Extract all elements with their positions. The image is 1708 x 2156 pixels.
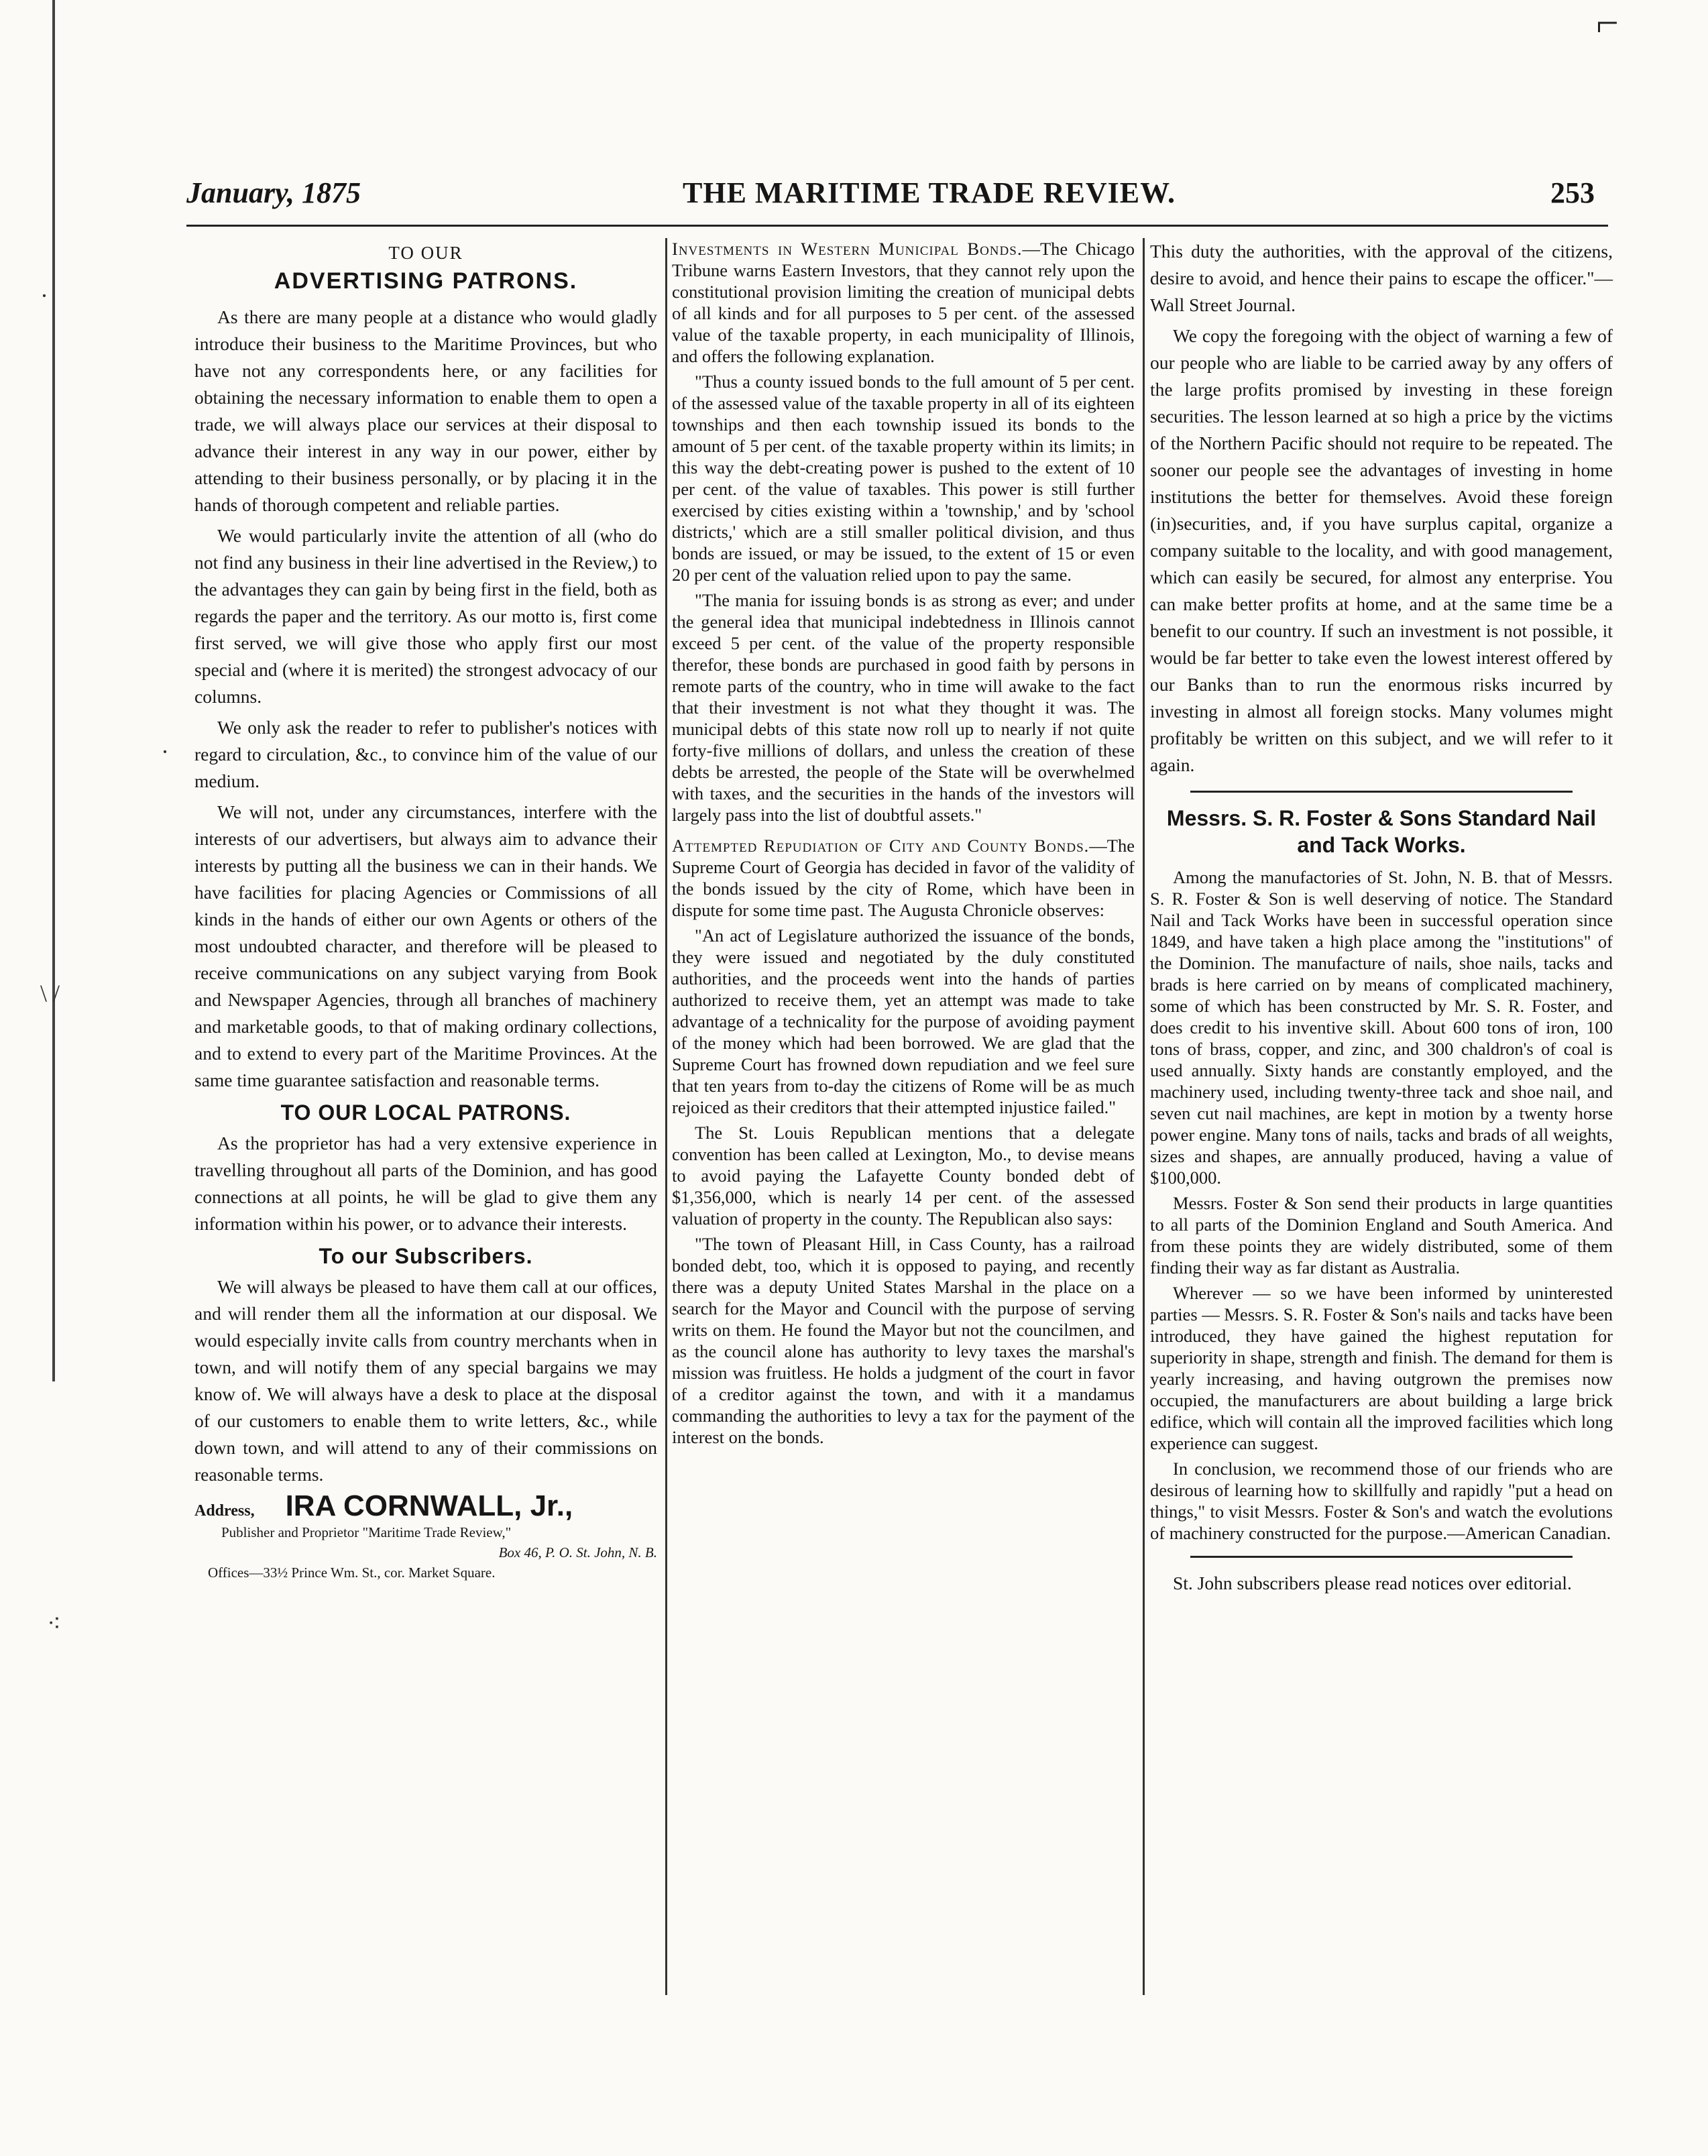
column-rule: [665, 238, 667, 1995]
margin-mark-icon: ·: [161, 738, 169, 765]
article-paragraph: As the proprietor has had a very extensive experience in travelling throughout all parts of the Dominion, and has good connections at all points, he will be glad to give them any information within his power, or to advance their interests.: [194, 1133, 657, 1234]
publication-title: THE MARITIME TRADE REVIEW.: [683, 176, 1176, 209]
article-paragraph: "Thus a county issued bonds to the full amount of 5 per cent. of the assessed value of the taxable property in all of its eighteen townships and then each township issued its bonds to the amount of 5 per cent. of the taxable property within its limits; in this way the debt-creating power is pushed to the extent of 10 per cent. of the value of taxables. This power is still further exercised by cities existing within a 'township,' and by 'school districts,' which are a still smaller political division, and thus bonds are issued, or may be issued, to the extent of 15 or even 20 per cent of the valuation relied upon to pay the same.: [672, 372, 1135, 585]
page-header: [186, 176, 1595, 223]
section-heading: TO OUR LOCAL PATRONS.: [280, 1100, 571, 1125]
section-kicker: TO OUR: [388, 243, 463, 263]
section-divider: [1190, 791, 1573, 793]
column-rule: [1143, 238, 1145, 1995]
margin-rule: [52, 0, 55, 1381]
article-paragraph: We would particularly invite the attention of all (who do not find any business in their line advertised in the Review,) to the advantages they can gain by being first in the field, both as regards the paper and the territory. As our motto is, first come first served, we will give those who apply first our most special and (where it is merited) the strongest advocacy of our columns.: [194, 525, 657, 707]
article-paragraph: Among the manufactories of St. John, N. B. that of Messrs. S. R. Foster & Son is well deserving of notice. The Standard Nail and Tack Works have been in successful operation since 1849, and have taken a high place among the "institutions" of the Dominion. The manufacture of nails, shoe nails, tacks and brads is here carried on by means of complicated machinery, some of which has been constructed by Mr. S. R. Foster, and does credit to his inventive skill. About 600 tons of iron, 100 tons of brass, copper, and zinc, and 300 chaldron's of coal is used annually. Sixty hands are constantly employed, and the machinery used, including twenty-three tack and shoe nail, and seven cut nail machines, are kept in motion by a twenty horse power engine. Many tons of nails, tacks and brads of all weights, sizes and shapes, are annually produced, having a value of $100,000.: [1150, 867, 1613, 1188]
margin-mark-icon: ·: [40, 282, 48, 309]
article-paragraph: We only ask the reader to refer to publisher's notices with regard to circulation, &c., to convince him of the value of our medium.: [194, 717, 657, 791]
issue-date: January, 1875: [186, 176, 361, 209]
corner-mark-icon: ⌐: [1596, 1, 1619, 45]
article-heading: Attempted Repudiation of City and County Bonds.: [672, 836, 1090, 856]
address-line: Box 46, P. O. St. John, N. B.: [498, 1544, 657, 1561]
article-paragraph: Messrs. Foster & Son send their products in large quantities to all parts of the Dominion England and South America. And from these points they are widely distributed, some of them finding their way as far distant as Australia.: [1150, 1193, 1613, 1278]
article-paragraph: We copy the foregoing with the object of warning a few of our people who are liable to be carried away by any offers of the large profits promised by investing in these foreign securities. The lesson learned at so high a price by the victims of the Northern Pacific should not require to be repeated. The sooner our people see the advantages of investing in home institutions the better for themselves. Avoid these foreign (in)securities, and, if you have surplus capital, organize a company suitable to the locality, and with good management, which can easily be secured, for almost any enterprise. You can make better profits at home, and at the same time be a benefit to our country. If such an investment is not possible, it would be far better to take even the lowest interest offered by our Banks than to run the enormous risks incurred by investing in almost all foreign stocks. Many volumes might profitably be written on this subject, and we will refer to it again.: [1150, 325, 1613, 775]
article-paragraph: We will always be pleased to have them call at our offices, and will render them all the information at our disposal. We would especially invite calls from country merchants when in town, and will notify them of any special bargains we may know of. We will always have a desk to place at the disposal of our customers to enable them to write letters, &c., while down town, and will attend to any of their commissions on reasonable terms.: [194, 1276, 657, 1485]
article-paragraph: Wherever — so we have been informed by uninterested parties — Messrs. S. R. Foster & Son's nails and tacks have been introduced, they have gained the highest reputation for superiority in shape, strength and finish. The demand for them is yearly increasing, and having outgrown the premises now occupied, the manufacturers are about building a large brick edifice, which will contain all the improved facilities which long experience can suggest.: [1150, 1283, 1613, 1453]
article-paragraph: As there are many people at a distance who would gladly introduce their business to the Maritime Provinces, but who have not any correspondents here, or any facilities for obtaining the necessary information to enable them to open a trade, we will always place our services at their disposal to advance their interest in any way in our power, either by attending to their business personally, or by placing it in the hands of thorough competent and reliable parties.: [194, 306, 657, 515]
article-paragraph: "The mania for issuing bonds is as strong as ever; and under the general idea that municipal indebtedness in Illinois cannot exceed 5 per cent. of the value of the property responsible therefor, these bonds are purchased in good faith by persons in remote parts of the country, who in time will awake to the fact that their investment is not what they thought it was. The municipal debts of this state now roll up to nearly if not quite forty-five millions of dollars, and unless the creation of these debts be arrested, the people of the State will be overwhelmed with taxes, and the securities in the hands of the investors will largely pass into the list of doubtful assets.": [672, 590, 1135, 825]
article-text: —The Chicago Tribune warns Eastern Investors, that they cannot rely upon the constitutional provision limiting the creation of municipal debts of all kinds and for all purposes to 5 per cent. of the assessed value of the taxable property, in each municipality of Illinois, and offers the following explanation.: [672, 239, 1135, 366]
article-paragraph: This duty the authorities, with the approval of the citizens, desire to avoid, and hence their pains to escape the officer."— Wall Street Journal.: [1150, 241, 1613, 315]
section-heading: To our Subscribers.: [319, 1244, 533, 1268]
margin-mark-icon: \ /: [40, 980, 60, 1007]
section-heading: Messrs. S. R. Foster & Sons Standard Nail and Tack Works.: [1166, 806, 1597, 857]
article-paragraph: "An act of Legislature authorized the issuance of the bonds, they were issued and negotiated by the duly constituted authorities, and the proceeds went into the hands of parties authorized to receive them, yet an attempt was made to take advantage of a technicality for the purpose of avoiding payment of the money which had been borrowed. We are glad that the Supreme Court has frowned down repudiation and we feel sure that ten years from to-day the citizens of Rome will be as much rejoiced as their creditors that their attempted injustice failed.": [672, 925, 1135, 1117]
page-number: 253: [1550, 176, 1595, 209]
column-1: [194, 238, 657, 1583]
article-paragraph: In conclusion, we recommend those of our friends who are desirous of learning how to skillfully and rapidly "put a head on things," to visit Messrs. Foster & Son's and watch the evolutions of machinery constructed for the purpose.—American Canadian.: [1150, 1459, 1613, 1543]
article-paragraph: "The town of Pleasant Hill, in Cass County, has a railroad bonded debt, too, which it is opposed to paying, and recently there was a deputy United States Marshal in the place on a search for the Mayor and Council with the purpose of serving writs on them. He found the Mayor but not the councilmen, and as the council alone has authority to levy taxes the marshal's mission was fruitless. He holds a judgment of the court in favor of a creditor against the town, and with it a mandamus commanding the authorities to levy a tax for the payment of the interest on the bonds.: [672, 1234, 1135, 1447]
header-rule: [186, 225, 1608, 227]
section-divider: [1190, 1556, 1573, 1558]
article-text: —The Supreme Court of Georgia has decided in favor of the validity of the bonds issued by the city of Rome, which have been in dispute for some time past. The Augusta Chronicle observes:: [672, 836, 1135, 920]
publisher-address: [194, 1489, 657, 1583]
article-paragraph: [672, 835, 1135, 921]
section-heading: ADVERTISING PATRONS.: [274, 268, 578, 294]
address-label: Address,: [194, 1502, 255, 1520]
column-2: [672, 238, 1135, 1452]
column-3: [1150, 238, 1613, 1601]
article-paragraph: The St. Louis Republican mentions that a delegate convention has been called at Lexington, Mo., to devise means to avoid paying the Lafayette County bonded debt of $1,356,000, which is nearly 14 per cent. of the assessed valuation of property in the county. The Republican also says:: [672, 1123, 1135, 1229]
article-heading: Investments in Western Municipal Bonds.: [672, 239, 1023, 259]
article-paragraph: [672, 238, 1135, 367]
notice-paragraph: St. John subscribers please read notices over editorial.: [1173, 1573, 1572, 1593]
article-paragraph: We will not, under any circumstances, interfere with the interests of our advertisers, but always aim to advance their interests by putting all the business we can in their hands. We have facilities for placing Agencies or Commissions of all kinds in the hands of either our own Agents or others of the most undoubted character, and therefore will be pleased to receive communications on any subject varying from Book and Newspaper Agencies, through all branches of machinery and marketable goods, to that of making ordinary collections, and to extend to every part of the Maritime Provinces. At the same time guarantee satisfaction and reasonable terms.: [194, 801, 657, 1090]
publisher-name: IRA CORNWALL, Jr.,: [285, 1489, 573, 1522]
margin-mark-icon: ⁖: [47, 1610, 62, 1637]
address-line: Publisher and Proprietor "Maritime Trade Review,": [221, 1524, 512, 1540]
address-line: Offices—33½ Prince Wm. St., cor. Market Square.: [208, 1565, 496, 1581]
